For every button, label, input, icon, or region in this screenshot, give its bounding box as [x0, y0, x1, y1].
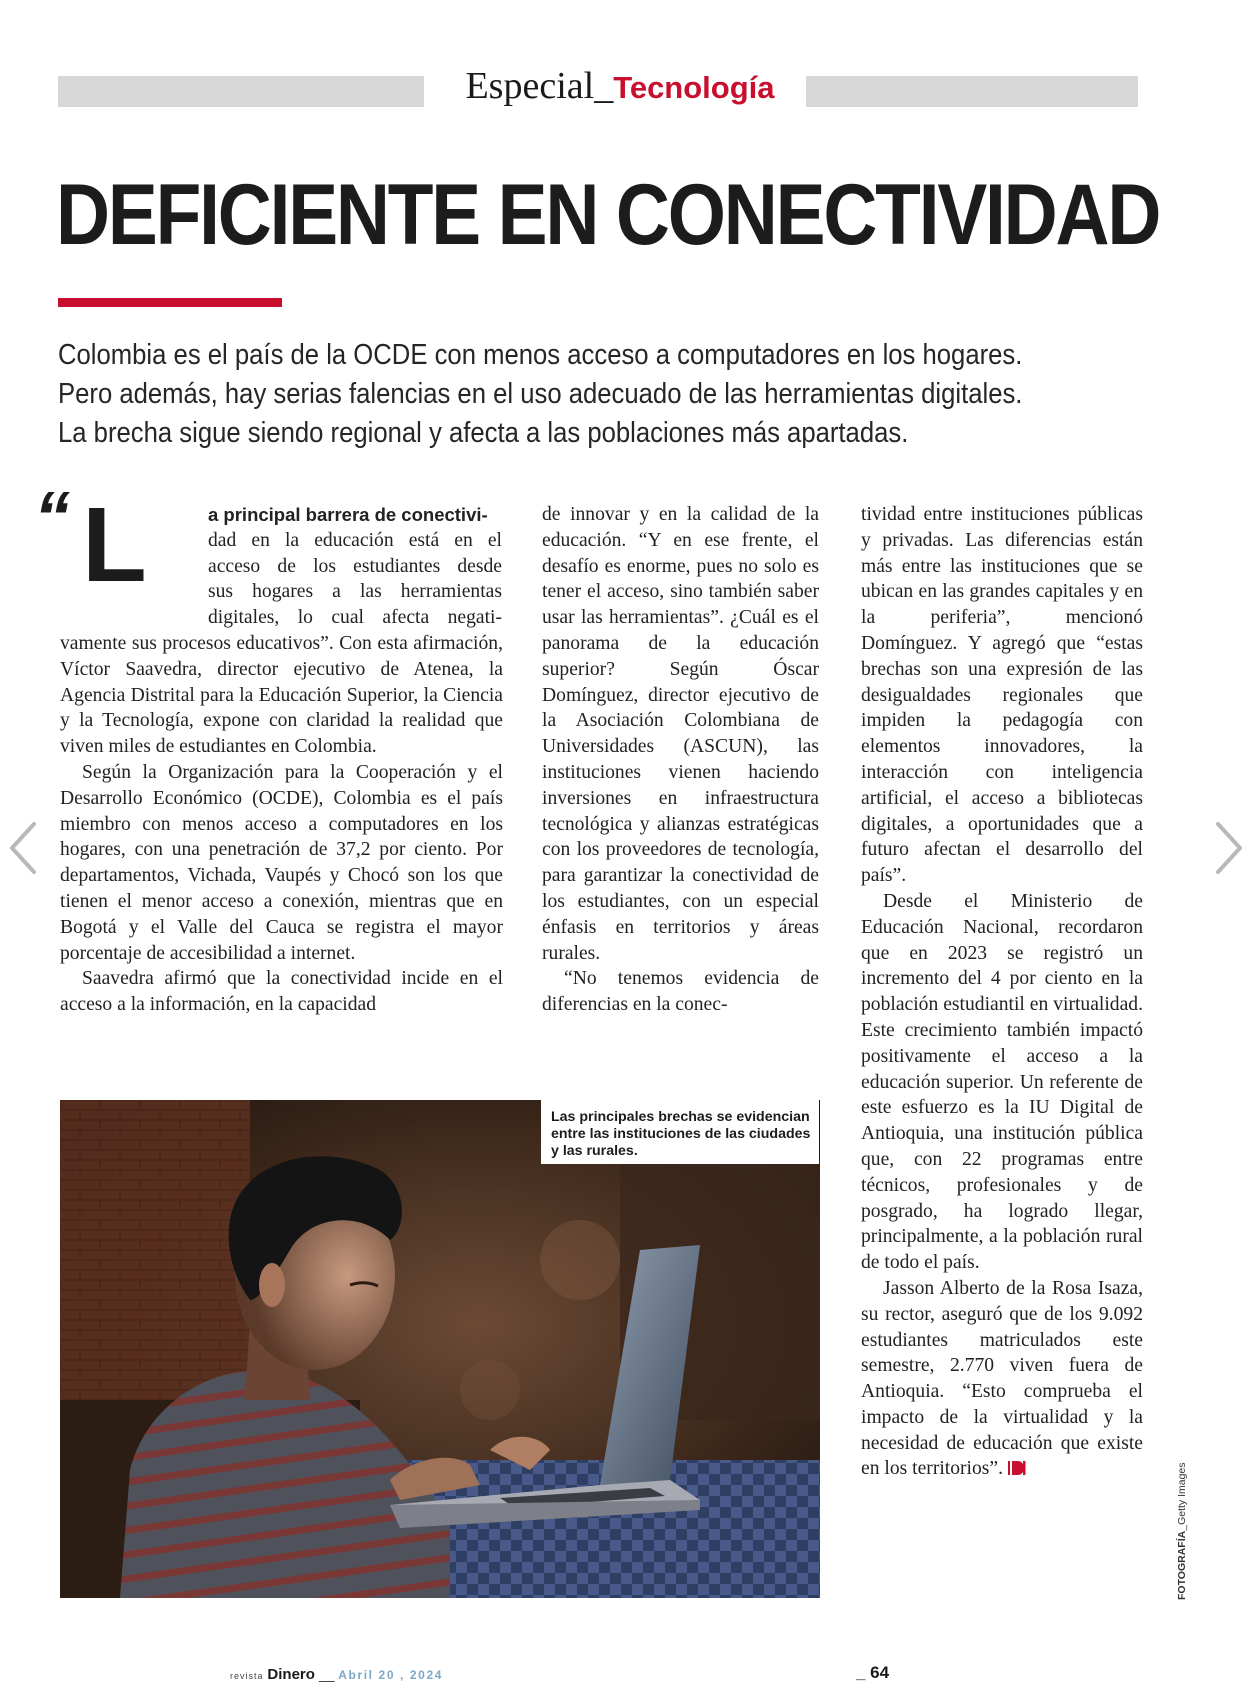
lead-line: dad en la educación está en el [208, 529, 502, 551]
lead-line: sus hogares a las herramientas [208, 581, 502, 603]
photo-credit-source: Getty Images [1176, 1462, 1188, 1525]
section-label: Especial [465, 65, 595, 107]
lead-line: acceso de los estudiantes desde [208, 555, 502, 577]
paragraph: tividad entre instituciones públicas y privadas. Las diferencias están más entre las instituciones que se ubican en las grandes capitales y en la periferia”, mencionó Domínguez. Y agregó que “estas brechas son una expresión de las desigualdades regionales que impiden la pedagogía con elementos innovadores, la interacción con inteligencia artificial, el acceso a bibliotecas digitales, a oportunidades que a futuro afectan el desarrollo del país”. [861, 504, 1143, 887]
section-header [440, 64, 800, 108]
section-separator: _ [594, 65, 614, 107]
photo-credit [1176, 1462, 1188, 1600]
footer-revista: revista [230, 1671, 264, 1681]
dinero-end-mark-icon [1008, 1461, 1026, 1475]
paragraph: Saavedra afirmó que la conectividad incide en el acceso a la información, en la capacidad [60, 968, 503, 1016]
photo-credit-separator: _ [1176, 1524, 1188, 1531]
paragraph-text: Jasson Alberto de la Rosa Isaza, su rector, aseguró que de los 9.092 estudiantes matriculados este semestre, 2.770 viven fuera de Antioquia. “Esto comprueba el impacto de la virtualidad y la necesidad de educación que existe en los territorios”. [861, 1277, 1143, 1480]
photo-credit-label: FOTOGRAFÍA [1176, 1530, 1188, 1600]
drop-cap: L [82, 486, 147, 604]
section-bar-left [58, 76, 424, 107]
photo-caption: Las principales brechas se evidencian entre las instituciones de las ciudades y las rurales. [541, 1100, 819, 1164]
lead-line: digitales, lo cual afecta negati- [208, 607, 502, 629]
footer-date: Abril 20 , 2024 [338, 1668, 443, 1682]
article-photo [60, 1100, 820, 1598]
paragraph: “No tenemos evidencia de diferencias en la conec- [542, 968, 819, 1016]
dek [58, 336, 1067, 453]
dek-line: Colombia es el país de la OCDE con menos acceso a computadores en los hogares. [58, 339, 1023, 371]
headline-rule [58, 298, 282, 307]
section-topic: Tecnología [613, 70, 775, 105]
chevron-left-icon[interactable] [4, 818, 44, 878]
footer-folio [230, 1666, 443, 1683]
opening-quote-mark: “ [34, 478, 70, 558]
column-3 [861, 502, 1143, 1482]
footer-brand: Dinero [267, 1666, 315, 1683]
section-bar-right [806, 76, 1138, 107]
chevron-right-icon[interactable] [1208, 818, 1248, 878]
column-1-lead [208, 502, 502, 631]
boy-with-laptop-illustration [60, 1100, 820, 1598]
headline: DEFICIENTE EN CONECTIVIDAD [56, 167, 1160, 263]
paragraph: Según la Organización para la Cooperación y el Desarrollo Económico (OCDE), Colombia es el país miembro con menos acceso a computadores en los hogares, con una penetración de 37,2 por ciento. Por departamentos, Vichada, Vaupés y Chocó son los que tienen el menor acceso a conexión, mientras que en Bogotá y el Valle del Cauca se registra el mayor porcentaje de accesibilidad a internet. [60, 761, 503, 964]
column-1 [60, 631, 503, 1018]
column-2 [542, 502, 819, 1018]
page-number: _ 64 [856, 1663, 890, 1682]
lead-line: a principal barrera de conectivi- [208, 504, 488, 525]
paragraph: de innovar y en la calidad de la educación. “Y en ese frente, el desafío es enorme, pues no solo es tener el acceso, sino también saber usar las herramientas”. ¿Cuál es el panorama de la educación superior? Según Óscar Domínguez, director ejecutivo de la Asociación Colombiana de Universidades (ASCUN), las instituciones vienen haciendo inversiones en infraestructura tecnológica y alianzas estratégicas con los proveedores de tecnología, para garantizar la conectividad de los estudiantes, con un especial énfasis en territorios y áreas rurales. [542, 504, 819, 964]
paragraph [861, 1276, 1143, 1482]
footer-rule: __ [318, 1666, 335, 1682]
dek-line: Pero además, hay serias falencias en el uso adecuado de las herramientas digitales. [58, 378, 1023, 410]
paragraph: Desde el Ministerio de Educación Nacional, recordaron que en 2023 se registró un incremento del 4 por ciento en la población estudiantil en virtualidad. Este crecimiento también impactó positivamente el acceso a la educación superior. Un referente de este esfuerzo es la IU Digital de Antioquia, una institución pública que, con 22 programas entre técnicos, profesionales y de posgrado, ha logrado llegar, principalmente, a la población rural de todo el país. [861, 890, 1143, 1274]
dek-line: La brecha sigue siendo regional y afecta a las poblaciones más apartadas. [58, 417, 909, 449]
paragraph: vamente sus procesos educativos”. Con esta afirmación, Víctor Saavedra, director ejecutivo de Atenea, la Agencia Distrital para la Educación Superior, la Ciencia y la Tecnología, expone con claridad la realidad que viven miles de estudiantes en Colombia. [60, 633, 503, 758]
